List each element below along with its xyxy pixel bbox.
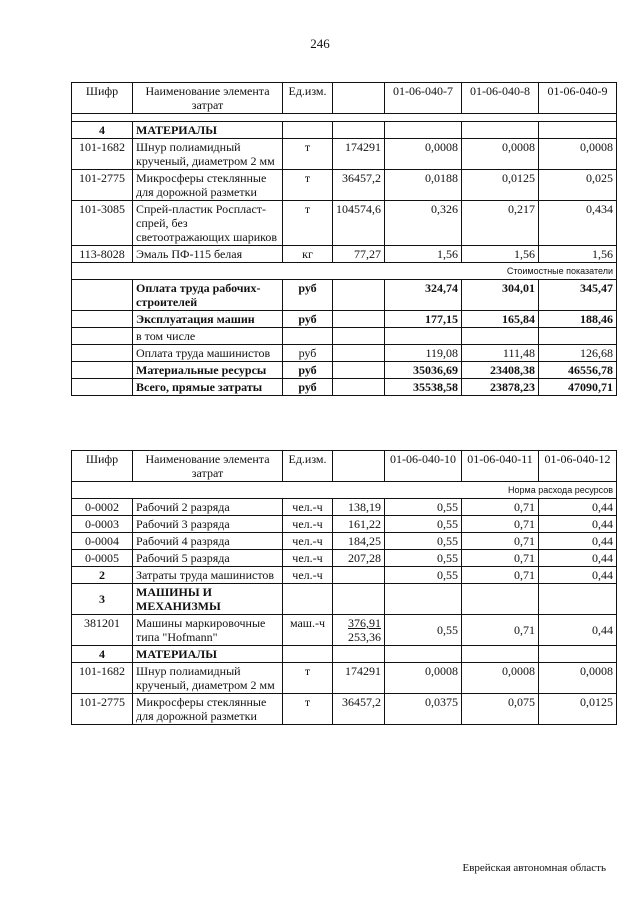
cell-value: 1,56 (385, 246, 462, 263)
header-col-1: 01-06-040-7 (385, 83, 462, 114)
header-col-2: 01-06-040-11 (462, 451, 539, 482)
cell-value: 0,0008 (385, 139, 462, 170)
cost-value: 324,74 (385, 280, 462, 311)
cell-code: 113-8028 (72, 246, 133, 263)
cost-indicators-subheader: Стоимостные показатели (72, 263, 617, 280)
cell-name: Рабочий 3 разряда (133, 516, 283, 533)
cost-row (72, 328, 617, 345)
cell-name: Рабочий 2 разряда (133, 499, 283, 516)
cost-unit: руб (283, 362, 333, 379)
table-row (72, 694, 617, 725)
cell-price: 36457,2 (333, 170, 385, 201)
price-current: 376,91 (348, 616, 381, 630)
table-row (72, 201, 617, 246)
cell-unit: т (283, 139, 333, 170)
footer-region-label: Еврейская автономная область (462, 862, 606, 874)
cell-name: Спрей-пластик Роспласт-спрей, без светоотражающих шариков (133, 201, 283, 246)
header-price (333, 451, 385, 482)
section-row (72, 584, 617, 615)
cell-name: Рабочий 5 разряда (133, 550, 283, 567)
header-separator (72, 114, 617, 122)
cell-value: 0,434 (539, 201, 617, 246)
cost-value (385, 328, 462, 345)
cell-value: 0,0188 (385, 170, 462, 201)
table-row (72, 516, 617, 533)
cell-value: 0,0375 (385, 694, 462, 725)
section-title: МАШИНЫ И МЕХАНИЗМЫ (133, 584, 283, 615)
header-unit: Ед.изм. (283, 451, 333, 482)
cell-price: 77,27 (333, 246, 385, 263)
header-name: Наименование элемента затрат (133, 83, 283, 114)
cell-name: Микросферы стеклянные для дорожной разметки (133, 170, 283, 201)
cell-value: 1,56 (539, 246, 617, 263)
cost-value: 345,47 (539, 280, 617, 311)
cell-value: 0,0008 (539, 663, 617, 694)
cost-value: 35036,69 (385, 362, 462, 379)
cost-name: Эксплуатация машин (133, 311, 283, 328)
cell-value: 0,326 (385, 201, 462, 246)
cost-unit: руб (283, 280, 333, 311)
cell-price (333, 615, 385, 646)
cell-value: 0,55 (385, 550, 462, 567)
cell-value: 1,56 (462, 246, 539, 263)
cost-unit: руб (283, 379, 333, 396)
cost-value: 177,15 (385, 311, 462, 328)
cell-value: 0,44 (539, 567, 617, 584)
cell-name: Шнур полиамидный крученый, диаметром 2 мм (133, 139, 283, 170)
cost-value: 126,68 (539, 345, 617, 362)
cost-value: 111,48 (462, 345, 539, 362)
cell-value: 0,71 (462, 567, 539, 584)
cell-value: 0,44 (539, 550, 617, 567)
cell-unit: т (283, 694, 333, 725)
cell-value: 0,0008 (462, 139, 539, 170)
resource-table-2 (71, 450, 617, 725)
cell-unit: чел.-ч (283, 567, 333, 584)
cell-name: Эмаль ПФ-115 белая (133, 246, 283, 263)
cell-unit: чел.-ч (283, 516, 333, 533)
cost-unit: руб (283, 311, 333, 328)
header-col-3: 01-06-040-9 (539, 83, 617, 114)
table-row (72, 170, 617, 201)
cell-code: 0-0003 (72, 516, 133, 533)
cell-price: 174291 (333, 139, 385, 170)
table-header-row (72, 451, 617, 482)
cell-value: 0,0008 (385, 663, 462, 694)
cell-code: 101-1682 (72, 663, 133, 694)
cell-unit: т (283, 170, 333, 201)
cell-price: 174291 (333, 663, 385, 694)
cost-value: 23878,23 (462, 379, 539, 396)
cell-name: Затраты труда машинистов (133, 567, 283, 584)
cost-value: 119,08 (385, 345, 462, 362)
cell-value: 0,55 (385, 533, 462, 550)
cost-row (72, 379, 617, 396)
cell-value: 0,0008 (462, 663, 539, 694)
cell-name: Рабочий 4 разряда (133, 533, 283, 550)
cell-name: Машины маркировочные типа "Hofmann" (133, 615, 283, 646)
table-row (72, 663, 617, 694)
cost-name: в том числе (133, 328, 283, 345)
header-code: Шифр (72, 83, 133, 114)
cost-name: Всего, прямые затраты (133, 379, 283, 396)
cell-value: 0,71 (462, 533, 539, 550)
header-col-3: 01-06-040-12 (539, 451, 617, 482)
labor-row (72, 567, 617, 584)
cell-unit: чел.-ч (283, 550, 333, 567)
section-code: 4 (72, 122, 133, 139)
cell-value: 0,44 (539, 615, 617, 646)
cell-value: 0,025 (539, 170, 617, 201)
cell-name: Микросферы стеклянные для дорожной разметки (133, 694, 283, 725)
price-base: 253,36 (348, 630, 381, 644)
cost-value: 165,84 (462, 311, 539, 328)
cell-value: 0,71 (462, 615, 539, 646)
cell-value: 0,217 (462, 201, 539, 246)
section-title: МАТЕРИАЛЫ (133, 646, 283, 663)
cell-value: 0,0008 (539, 139, 617, 170)
cell-value: 0,0125 (539, 694, 617, 725)
cell-value: 0,55 (385, 516, 462, 533)
cell-price: 138,19 (333, 499, 385, 516)
cell-value: 0,075 (462, 694, 539, 725)
table-row (72, 550, 617, 567)
cost-value: 47090,71 (539, 379, 617, 396)
section-code: 3 (72, 584, 133, 615)
resource-table-1 (71, 82, 617, 396)
cost-row (72, 362, 617, 379)
cost-value: 23408,38 (462, 362, 539, 379)
page-number: 246 (310, 36, 330, 51)
cell-value: 0,44 (539, 533, 617, 550)
cell-unit: т (283, 663, 333, 694)
cell-name: Шнур полиамидный крученый, диаметром 2 мм (133, 663, 283, 694)
table-row (72, 533, 617, 550)
resource-norm-subheader: Норма расхода ресурсов (72, 482, 617, 499)
header-col-2: 01-06-040-8 (462, 83, 539, 114)
table-row (72, 139, 617, 170)
cell-code: 101-2775 (72, 170, 133, 201)
cell-value: 0,71 (462, 550, 539, 567)
cell-price: 161,22 (333, 516, 385, 533)
header-col-1: 01-06-040-10 (385, 451, 462, 482)
section-row (72, 122, 617, 139)
cell-unit: кг (283, 246, 333, 263)
cell-unit: т (283, 201, 333, 246)
cell-value: 0,44 (539, 499, 617, 516)
cell-value: 0,55 (385, 499, 462, 516)
cost-unit (283, 328, 333, 345)
cell-price: 36457,2 (333, 694, 385, 725)
cell-value: 0,71 (462, 516, 539, 533)
cell-code: 381201 (72, 615, 133, 646)
cost-unit: руб (283, 345, 333, 362)
cost-row (72, 345, 617, 362)
cell-code: 2 (72, 567, 133, 584)
cell-code: 101-2775 (72, 694, 133, 725)
cost-name: Материальные ресурсы (133, 362, 283, 379)
table-header-row (72, 83, 617, 114)
cell-unit: чел.-ч (283, 499, 333, 516)
section-row (72, 646, 617, 663)
cell-code: 101-3085 (72, 201, 133, 246)
cost-value: 46556,78 (539, 362, 617, 379)
cost-name: Оплата труда рабочих-строителей (133, 280, 283, 311)
cell-value: 0,71 (462, 499, 539, 516)
table-row (72, 246, 617, 263)
table-row (72, 615, 617, 646)
cost-value (462, 328, 539, 345)
cost-value (539, 328, 617, 345)
cost-value: 304,01 (462, 280, 539, 311)
cell-value: 0,44 (539, 516, 617, 533)
section-code: 4 (72, 646, 133, 663)
cell-unit: маш.-ч (283, 615, 333, 646)
cell-price: 184,25 (333, 533, 385, 550)
cell-value: 0,55 (385, 615, 462, 646)
cell-value: 0,0125 (462, 170, 539, 201)
cell-value: 0,55 (385, 567, 462, 584)
cost-value: 188,46 (539, 311, 617, 328)
cell-code: 0-0004 (72, 533, 133, 550)
header-price (333, 83, 385, 114)
cost-name: Оплата труда машинистов (133, 345, 283, 362)
cost-row (72, 311, 617, 328)
section-title: МАТЕРИАЛЫ (133, 122, 283, 139)
cell-unit: чел.-ч (283, 533, 333, 550)
header-name: Наименование элемента затрат (133, 451, 283, 482)
cost-value: 35538,58 (385, 379, 462, 396)
table-row (72, 499, 617, 516)
cell-price: 207,28 (333, 550, 385, 567)
cell-code: 0-0005 (72, 550, 133, 567)
cell-code: 101-1682 (72, 139, 133, 170)
cost-row (72, 280, 617, 311)
header-code: Шифр (72, 451, 133, 482)
header-unit: Ед.изм. (283, 83, 333, 114)
cell-code: 0-0002 (72, 499, 133, 516)
cell-price: 104574,6 (333, 201, 385, 246)
